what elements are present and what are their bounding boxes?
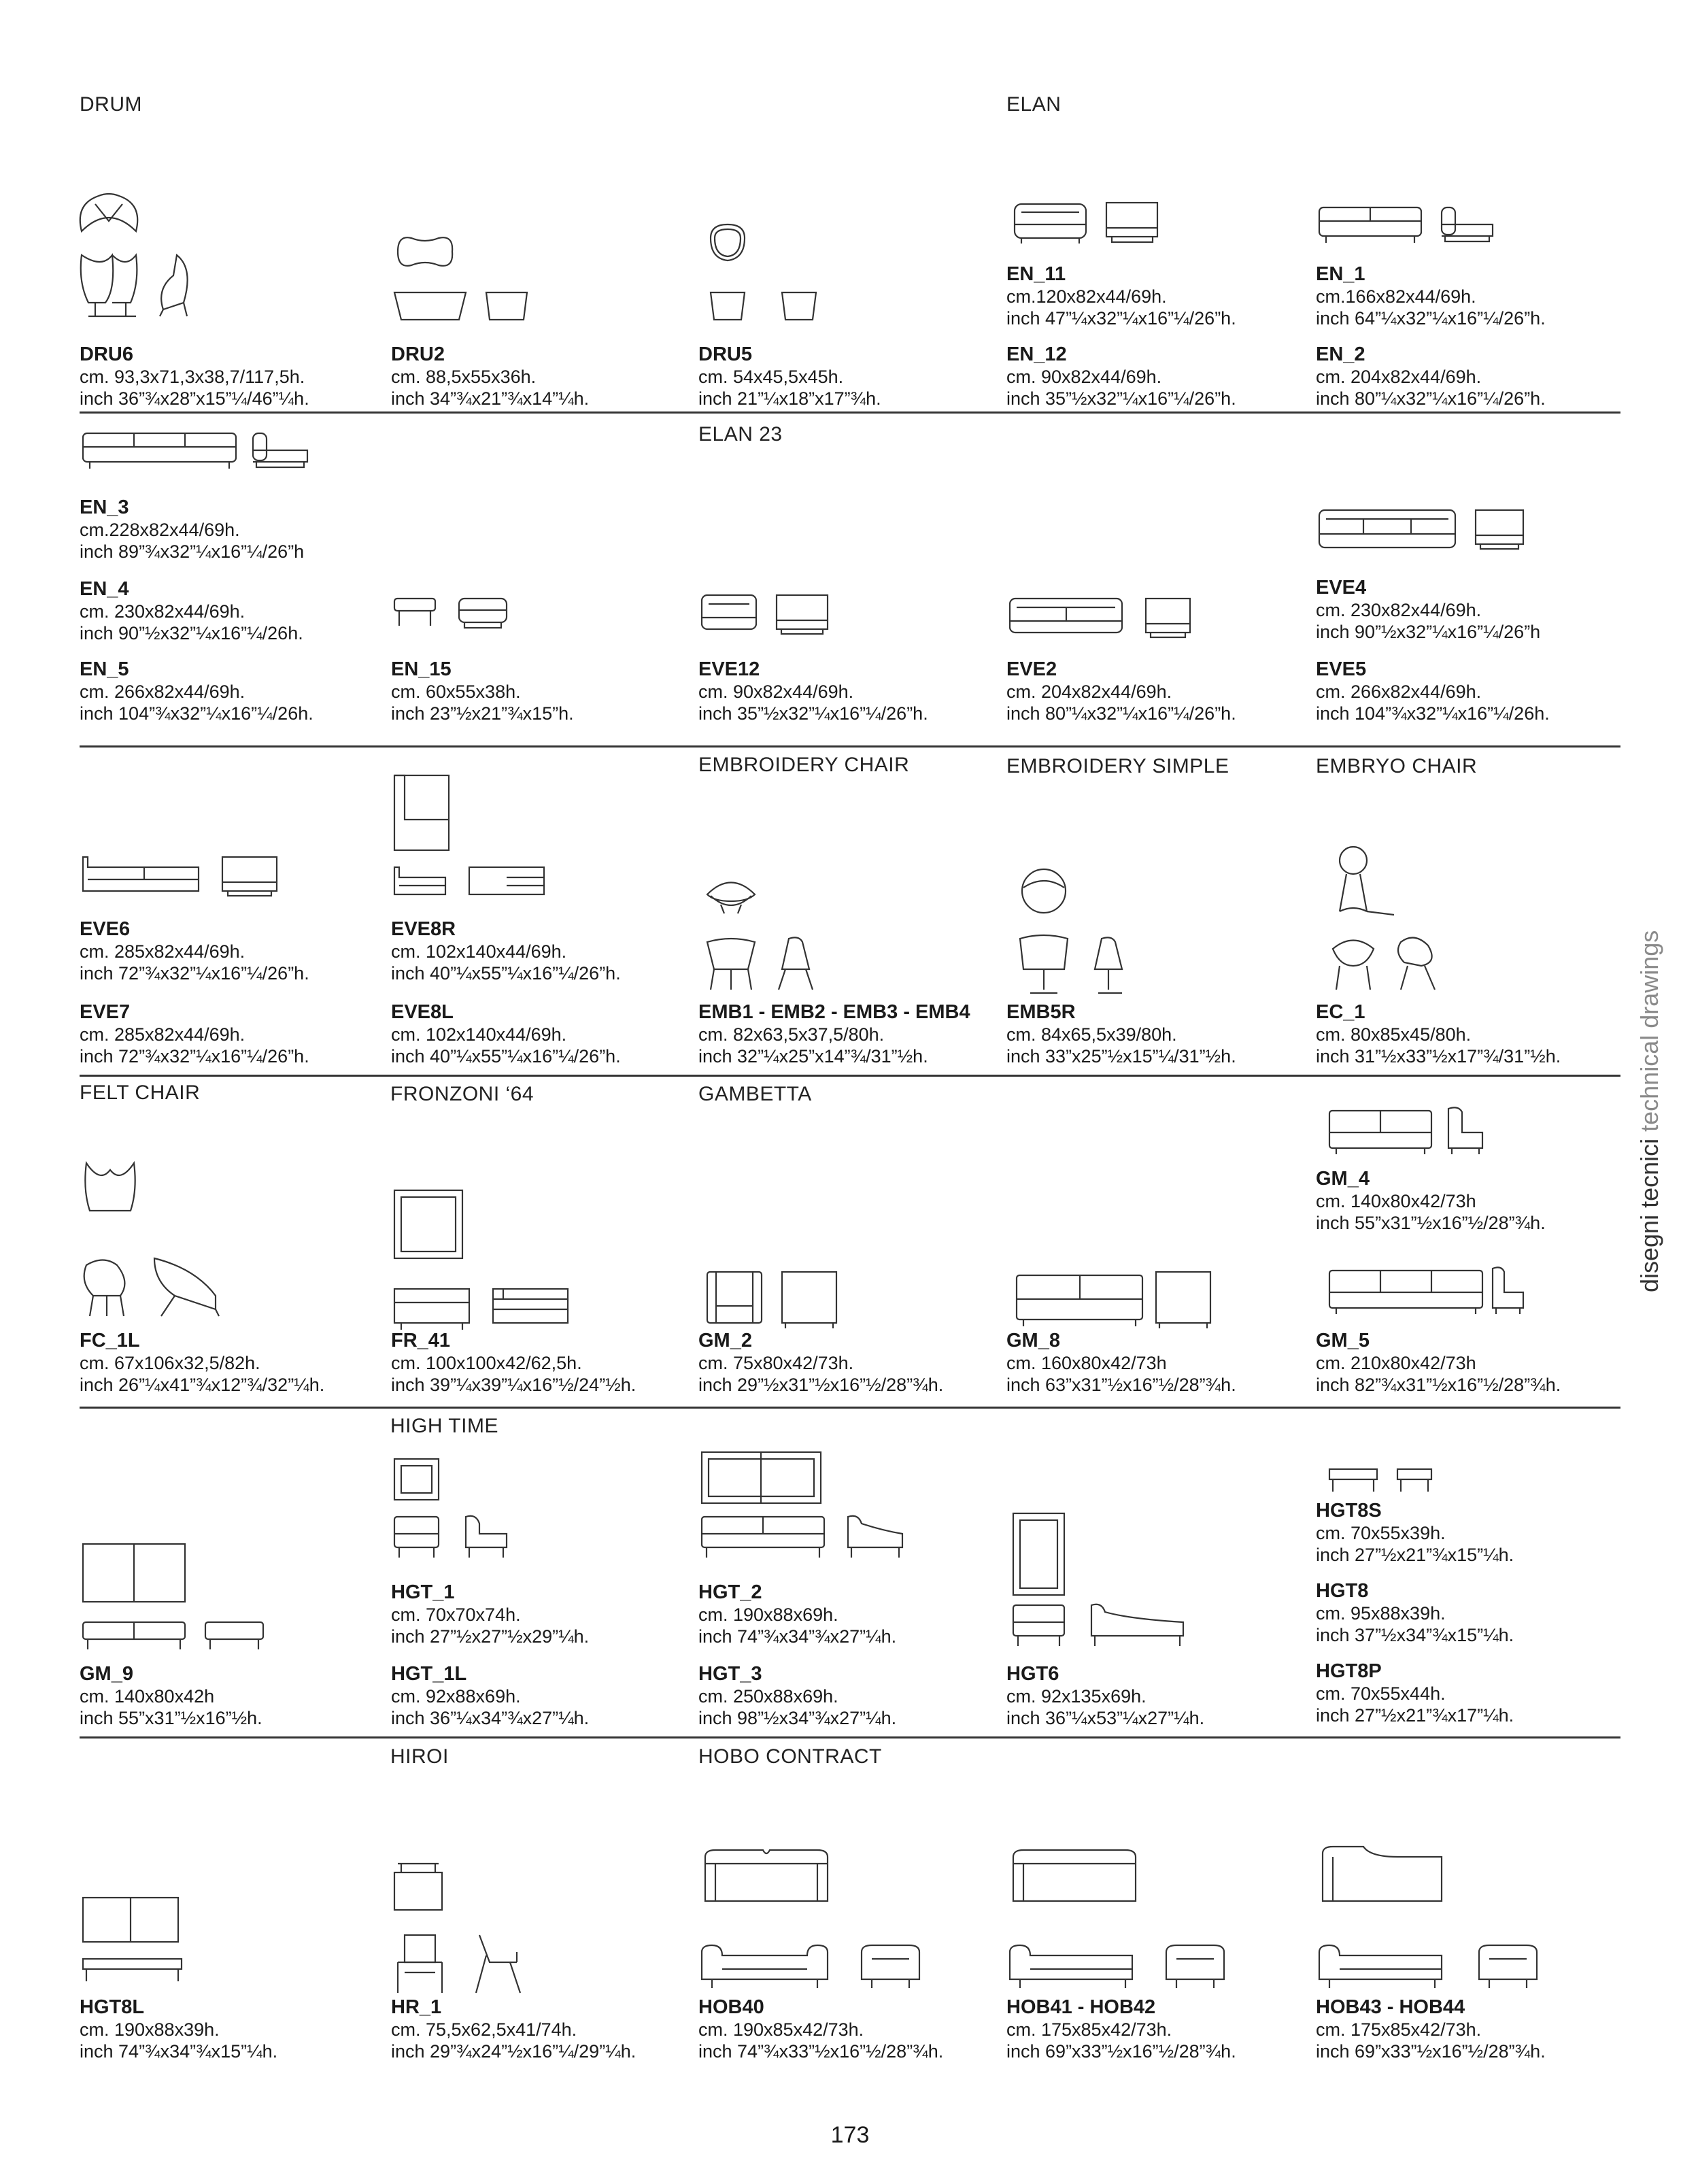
product-code: HGT_2 — [698, 1581, 762, 1603]
product-code: EMB5R — [1006, 1001, 1076, 1023]
dimensions-inch: inch 90”½x32”¼x16”¼/26h. — [80, 623, 303, 643]
product-item — [1006, 1660, 1306, 1729]
product-code: EN_5 — [80, 658, 129, 680]
armchair-front-drawing — [391, 1513, 513, 1564]
product-code: EVE5 — [1316, 658, 1367, 680]
dimensions-inch: inch 80”¼x32”¼x16”¼/26”h. — [1316, 388, 1546, 409]
product-item — [1006, 340, 1306, 409]
product-code: FR_41 — [391, 1330, 451, 1351]
dimensions-cm: cm. 102x140x44/69h. — [391, 1024, 567, 1045]
sectional-front-drawing — [391, 864, 554, 905]
family-heading: HOBO CONTRACT — [698, 1745, 882, 1768]
ottoman-front-drawing — [391, 595, 527, 633]
product-item — [80, 575, 379, 644]
product-code: EN_12 — [1006, 343, 1067, 365]
product-code: EVE6 — [80, 918, 131, 940]
product-item — [1006, 998, 1306, 1067]
product-item — [698, 998, 998, 1067]
daybed-front-drawing — [1010, 1602, 1193, 1653]
product-code: HOB43 - HOB44 — [1316, 1996, 1465, 2018]
product-item — [80, 915, 379, 984]
product-item — [80, 493, 379, 562]
sofa-front-drawing — [80, 426, 318, 477]
product-item — [1316, 655, 1615, 724]
dimensions-cm: cm. 190x88x39h. — [80, 2019, 220, 2040]
dimensions-cm: cm. 84x65,5x39/80h. — [1006, 1024, 1177, 1045]
sofa-front-drawing — [1316, 507, 1533, 558]
page-number: 173 — [830, 2122, 870, 2148]
dimensions-inch: inch 40”¼x55”¼x16”¼/26”h. — [391, 1046, 621, 1066]
product-code: HGT_1 — [391, 1581, 455, 1603]
dimensions-inch: inch 33”x25”½x15”¼/31”½h. — [1006, 1046, 1236, 1066]
product-item — [80, 998, 379, 1067]
dimensions-cm: cm.228x82x44/69h. — [80, 520, 240, 540]
product-item — [1006, 260, 1306, 329]
product-code: EVE12 — [698, 658, 760, 680]
product-code: GM_2 — [698, 1330, 752, 1351]
dimensions-inch: inch 64”¼x32”¼x16”¼/26”h. — [1316, 308, 1546, 329]
chair-plan-drawing — [391, 1860, 452, 1915]
dimensions-cm: cm. 75,5x62,5x41/74h. — [391, 2019, 577, 2040]
product-code: HGT8S — [1316, 1500, 1382, 1522]
sofa-front-drawing — [698, 1513, 909, 1564]
product-item — [1316, 1496, 1615, 1566]
dimensions-cm: cm. 285x82x44/69h. — [80, 941, 245, 962]
sofa-front-drawing — [1006, 1942, 1238, 1996]
dimensions-inch: inch 35”½x32”¼x16”¼/26”h. — [1006, 388, 1236, 409]
family-heading: ELAN — [1006, 93, 1062, 116]
product-code: EC_1 — [1316, 1001, 1365, 1023]
dimensions-inch: inch 69”x33”½x16”½/28”¾h. — [1006, 2041, 1236, 2062]
dimensions-inch: inch 72”¾x32”¼x16”¼/26”h. — [80, 1046, 309, 1066]
product-code: DRU5 — [698, 343, 752, 365]
product-item — [1316, 1164, 1615, 1234]
dimensions-cm: cm. 266x82x44/69h. — [1316, 682, 1482, 702]
product-code: EVE2 — [1006, 658, 1057, 680]
product-code: GM_4 — [1316, 1168, 1370, 1190]
dimensions-cm: cm. 92x88x69h. — [391, 1686, 521, 1707]
section-side-label — [1635, 930, 1664, 1292]
product-code: HR_1 — [391, 1996, 442, 2018]
family-heading: ELAN 23 — [698, 423, 783, 446]
product-code: GM_9 — [80, 1663, 133, 1685]
dimensions-cm: cm. 67x106x32,5/82h. — [80, 1353, 260, 1373]
dimensions-inch: inch 39”¼x39”¼x16”½/24”½h. — [391, 1375, 636, 1395]
product-code: DRU2 — [391, 343, 445, 365]
family-heading: FRONZONI ‘64 — [390, 1083, 534, 1105]
dimensions-cm: cm. 95x88x39h. — [1316, 1603, 1446, 1624]
bench-front-drawing — [80, 1955, 188, 1986]
product-item — [1316, 260, 1615, 329]
dimensions-inch: inch 74”¾x33”½x16”½/28”¾h. — [698, 2041, 944, 2062]
dimensions-cm: cm. 204x82x44/69h. — [1316, 367, 1482, 387]
chair-front-drawing — [700, 932, 823, 996]
product-code: EN_15 — [391, 658, 452, 680]
product-code: HGT8 — [1316, 1580, 1369, 1602]
dimensions-inch: inch 104”¾x32”¼x16”¼/26h. — [80, 703, 313, 724]
product-item — [80, 1993, 379, 2062]
dimensions-cm: cm. 204x82x44/69h. — [1006, 682, 1172, 702]
dimensions-cm: cm. 160x80x42/73h — [1006, 1353, 1167, 1373]
dimensions-cm: cm. 230x82x44/69h. — [80, 601, 245, 622]
dimensions-inch: inch 74”¾x34”¾x27”¼h. — [698, 1626, 897, 1647]
product-code: HGT_3 — [698, 1663, 762, 1685]
dimensions-cm: cm. 266x82x44/69h. — [80, 682, 245, 702]
product-item — [391, 1660, 690, 1729]
product-code: HGT8L — [80, 1996, 145, 2018]
chair-plan-drawing — [700, 874, 762, 922]
product-item — [1316, 340, 1615, 409]
product-code: HGT8P — [1316, 1660, 1382, 1682]
dimensions-inch: inch 69”x33”½x16”½/28”¾h. — [1316, 2041, 1546, 2062]
product-code: EVE7 — [80, 1001, 131, 1023]
dimensions-cm: cm.166x82x44/69h. — [1316, 286, 1476, 307]
dimensions-inch: inch 80”¼x32”¼x16”¼/26”h. — [1006, 703, 1236, 724]
sofa-front-drawing — [698, 1942, 936, 1996]
chair-plan-drawing — [1326, 843, 1408, 918]
dimensions-inch: inch 104”¾x32”¼x16”¼/26h. — [1316, 703, 1550, 724]
product-code: GM_8 — [1006, 1330, 1060, 1351]
dimensions-inch: inch 29”½x31”½x16”½/28”¾h. — [698, 1375, 944, 1395]
product-item — [1006, 1993, 1306, 2062]
dimensions-cm: cm. 93,3x71,3x38,7/117,5h. — [80, 367, 305, 387]
dimensions-inch: inch 40”¼x55”¼x16”¼/26”h. — [391, 963, 621, 984]
product-code: GM_5 — [1316, 1330, 1370, 1351]
dimensions-cm: cm.120x82x44/69h. — [1006, 286, 1167, 307]
stool-plan-drawing — [704, 221, 751, 265]
product-item — [1316, 573, 1615, 643]
product-code: DRU6 — [80, 343, 133, 365]
dimensions-inch: inch 89”¾x32”¼x16”¼/26”h — [80, 541, 305, 562]
sofa-front-drawing — [80, 854, 311, 901]
dimensions-cm: cm. 90x82x44/69h. — [1006, 367, 1162, 387]
dimensions-inch: inch 55”x31”½x16”½/28”¾h. — [1316, 1213, 1546, 1233]
section-divider — [80, 745, 1620, 747]
sofa-front-drawing — [1013, 1269, 1217, 1330]
daybed-plan-drawing — [1010, 1510, 1071, 1598]
dimensions-cm: cm. 175x85x42/73h. — [1316, 2019, 1482, 2040]
product-item — [698, 1993, 998, 2062]
dimensions-cm: cm. 70x70x74h. — [391, 1605, 521, 1625]
product-code: EN_3 — [80, 497, 129, 518]
dimensions-cm: cm. 60x55x38h. — [391, 682, 521, 702]
chaise-front-drawing — [1316, 1942, 1547, 1996]
family-heading: GAMBETTA — [698, 1083, 812, 1105]
product-item — [698, 655, 998, 724]
product-item — [391, 1578, 690, 1647]
dimensions-inch: inch 36”¼x34”¾x27”¼h. — [391, 1708, 590, 1728]
chaise-plan-drawing — [1316, 1843, 1452, 1908]
chair-plan-drawing — [1013, 867, 1074, 915]
product-item — [80, 655, 379, 724]
sofa-front-drawing — [1006, 595, 1197, 643]
dimensions-cm: cm. 190x85x42/73h. — [698, 2019, 864, 2040]
product-item — [1316, 998, 1615, 1067]
dimensions-inch: inch 27”½x21”¾x17”¼h. — [1316, 1705, 1514, 1726]
dimensions-inch: inch 55”x31”½x16”½h. — [80, 1708, 262, 1728]
family-heading: FELT CHAIR — [80, 1081, 201, 1104]
chair-front-drawing — [80, 1255, 229, 1323]
dimensions-cm: cm. 100x100x42/62,5h. — [391, 1353, 582, 1373]
product-item — [698, 1578, 998, 1647]
product-code: HOB40 — [698, 1996, 764, 2018]
dimensions-inch: inch 82”¾x31”½x16”½/28”¾h. — [1316, 1375, 1561, 1395]
dimensions-inch: inch 63”x31”½x16”½/28”¾h. — [1006, 1375, 1236, 1395]
side-label-primary: disegni tecnici — [1635, 1138, 1663, 1292]
dimensions-cm: cm. 75x80x42/73h. — [698, 1353, 854, 1373]
dimensions-inch: inch 21”¼x18”x17”¾h. — [698, 388, 881, 409]
dimensions-cm: cm. 70x55x39h. — [1316, 1523, 1446, 1543]
product-item — [1316, 1326, 1615, 1396]
product-code: FC_1L — [80, 1330, 140, 1351]
dimensions-inch: inch 98”½x34”¾x27”¼h. — [698, 1708, 897, 1728]
family-heading: EMBROIDERY CHAIR — [698, 754, 910, 776]
product-item — [1316, 1657, 1615, 1726]
armchair-plan-drawing — [391, 1456, 442, 1503]
sofa-front-drawing — [1316, 201, 1499, 248]
dimensions-inch: inch 37”½x34”¾x15”¼h. — [1316, 1625, 1514, 1645]
product-item — [391, 1993, 690, 2062]
product-item — [698, 1660, 998, 1729]
sofa-front-drawing — [1326, 1265, 1537, 1320]
dimensions-inch: inch 26”¼x41”¾x12”¾/32”¼h. — [80, 1375, 325, 1395]
dimensions-inch: inch 31”½x33”½x17”¾/31”½h. — [1316, 1046, 1561, 1066]
pouf-plan-drawing — [391, 231, 459, 272]
product-code: HGT6 — [1006, 1663, 1059, 1685]
product-item — [1316, 1577, 1615, 1646]
dimensions-inch: inch 90”½x32”¼x16”¼/26”h — [1316, 622, 1541, 642]
section-divider — [80, 411, 1620, 414]
dimensions-cm: cm. 80x85x45/80h. — [1316, 1024, 1472, 1045]
dimensions-cm: cm. 285x82x44/69h. — [80, 1024, 245, 1045]
product-code: EN_4 — [80, 578, 129, 600]
product-item — [1006, 655, 1306, 724]
product-code: EN_2 — [1316, 343, 1365, 365]
side-label-secondary: technical drawings — [1635, 930, 1663, 1132]
family-heading: EMBROIDERY SIMPLE — [1006, 755, 1229, 777]
dimensions-cm: cm. 175x85x42/73h. — [1006, 2019, 1172, 2040]
dimensions-cm: cm. 140x80x42/73h — [1316, 1191, 1476, 1211]
armchair-plan-drawing — [391, 1187, 466, 1262]
family-heading: HIGH TIME — [390, 1415, 498, 1437]
section-divider — [80, 1736, 1620, 1738]
product-item — [1316, 1993, 1615, 2062]
dimensions-inch: inch 27”½x21”¾x15”¼h. — [1316, 1545, 1514, 1565]
product-code: EMB1 - EMB2 - EMB3 - EMB4 — [698, 1001, 970, 1023]
dimensions-cm: cm. 190x88x69h. — [698, 1605, 838, 1625]
product-item — [391, 655, 690, 724]
dimensions-inch: inch 74”¾x34”¾x15”¼h. — [80, 2041, 278, 2062]
dimensions-cm: cm. 230x82x44/69h. — [1316, 600, 1482, 620]
family-heading: DRUM — [80, 93, 142, 116]
chair-front-drawing — [1013, 932, 1136, 1000]
sofa-plan-drawing — [1006, 1847, 1142, 1908]
product-code: HOB41 - HOB42 — [1006, 1996, 1156, 2018]
dimensions-inch: inch 47”¼x32”¼x16”¼/26”h. — [1006, 308, 1236, 329]
dimensions-cm: cm. 54x45,5x45h. — [698, 367, 844, 387]
dimensions-cm: cm. 102x140x44/69h. — [391, 941, 567, 962]
chair-front-drawing — [1326, 928, 1442, 996]
stool-front-drawing — [1326, 1466, 1455, 1496]
product-item — [1006, 1326, 1306, 1396]
sofa-plan-drawing — [698, 1449, 824, 1507]
product-item — [698, 340, 998, 409]
armchair-front-drawing — [75, 248, 197, 323]
product-code: EVE4 — [1316, 577, 1367, 599]
dimensions-inch: inch 23”½x21”¾x15”h. — [391, 703, 574, 724]
stool-front-drawing — [704, 289, 819, 326]
product-code: EVE8L — [391, 1001, 454, 1023]
product-item — [80, 340, 379, 409]
pouf-front-drawing — [391, 289, 541, 326]
dimensions-cm: cm. 92x135x69h. — [1006, 1686, 1147, 1707]
sofa-front-drawing — [1011, 197, 1168, 248]
product-code: EN_1 — [1316, 263, 1365, 285]
product-item — [698, 1326, 998, 1396]
section-divider — [80, 1075, 1620, 1077]
sofa-front-drawing — [1326, 1105, 1523, 1160]
dimensions-inch: inch 27”½x27”½x29”¼h. — [391, 1626, 590, 1647]
dimensions-inch: inch 36”¾x28”x15”¼/46”¼h. — [80, 388, 309, 409]
family-heading: EMBRYO CHAIR — [1316, 755, 1478, 777]
sofa-plan-drawing — [698, 1847, 834, 1908]
dimensions-inch: inch 34”¾x21”¾x14”¼h. — [391, 388, 590, 409]
section-divider — [80, 1407, 1620, 1409]
dimensions-cm: cm. 88,5x55x36h. — [391, 367, 537, 387]
dimensions-inch: inch 72”¾x32”¼x16”¼/26”h. — [80, 963, 309, 984]
dimensions-cm: cm. 90x82x44/69h. — [698, 682, 854, 702]
family-heading: HIROI — [390, 1745, 449, 1768]
product-code: EVE8R — [391, 918, 456, 940]
product-item — [80, 1326, 379, 1396]
armchair-front-drawing — [698, 592, 834, 639]
armchair-plan-drawing — [75, 190, 143, 238]
chair-front-drawing — [391, 1932, 527, 2000]
dimensions-cm: cm. 70x55x44h. — [1316, 1683, 1446, 1704]
dimensions-inch: inch 32”¼x25”x14”¾/31”½h. — [698, 1046, 928, 1066]
dimensions-inch: inch 35”½x32”¼x16”¼/26”h. — [698, 703, 928, 724]
dimensions-cm: cm. 250x88x69h. — [698, 1686, 838, 1707]
dimensions-inch: inch 36”¼x53”¼x27”¼h. — [1006, 1708, 1205, 1728]
product-item — [391, 340, 690, 409]
chair-plan-drawing — [80, 1156, 141, 1217]
bench-front-drawing — [80, 1619, 270, 1656]
dimensions-cm: cm. 82x63,5x37,5/80h. — [698, 1024, 885, 1045]
product-item — [391, 998, 690, 1067]
dimensions-inch: inch 29”¾x24”½x16”¼/29”¼h. — [391, 2041, 636, 2062]
bench-plan-drawing — [80, 1541, 188, 1605]
sectional-plan-drawing — [391, 772, 452, 854]
product-item — [391, 915, 690, 984]
product-code: EN_11 — [1006, 263, 1066, 285]
product-item — [391, 1326, 690, 1396]
product-code: HGT_1L — [391, 1663, 467, 1685]
bench-plan-drawing — [80, 1894, 182, 1945]
armchair-front-drawing — [704, 1269, 847, 1330]
dimensions-cm: cm. 210x80x42/73h — [1316, 1353, 1476, 1373]
dimensions-cm: cm. 140x80x42h — [80, 1686, 215, 1707]
product-item — [80, 1660, 379, 1729]
